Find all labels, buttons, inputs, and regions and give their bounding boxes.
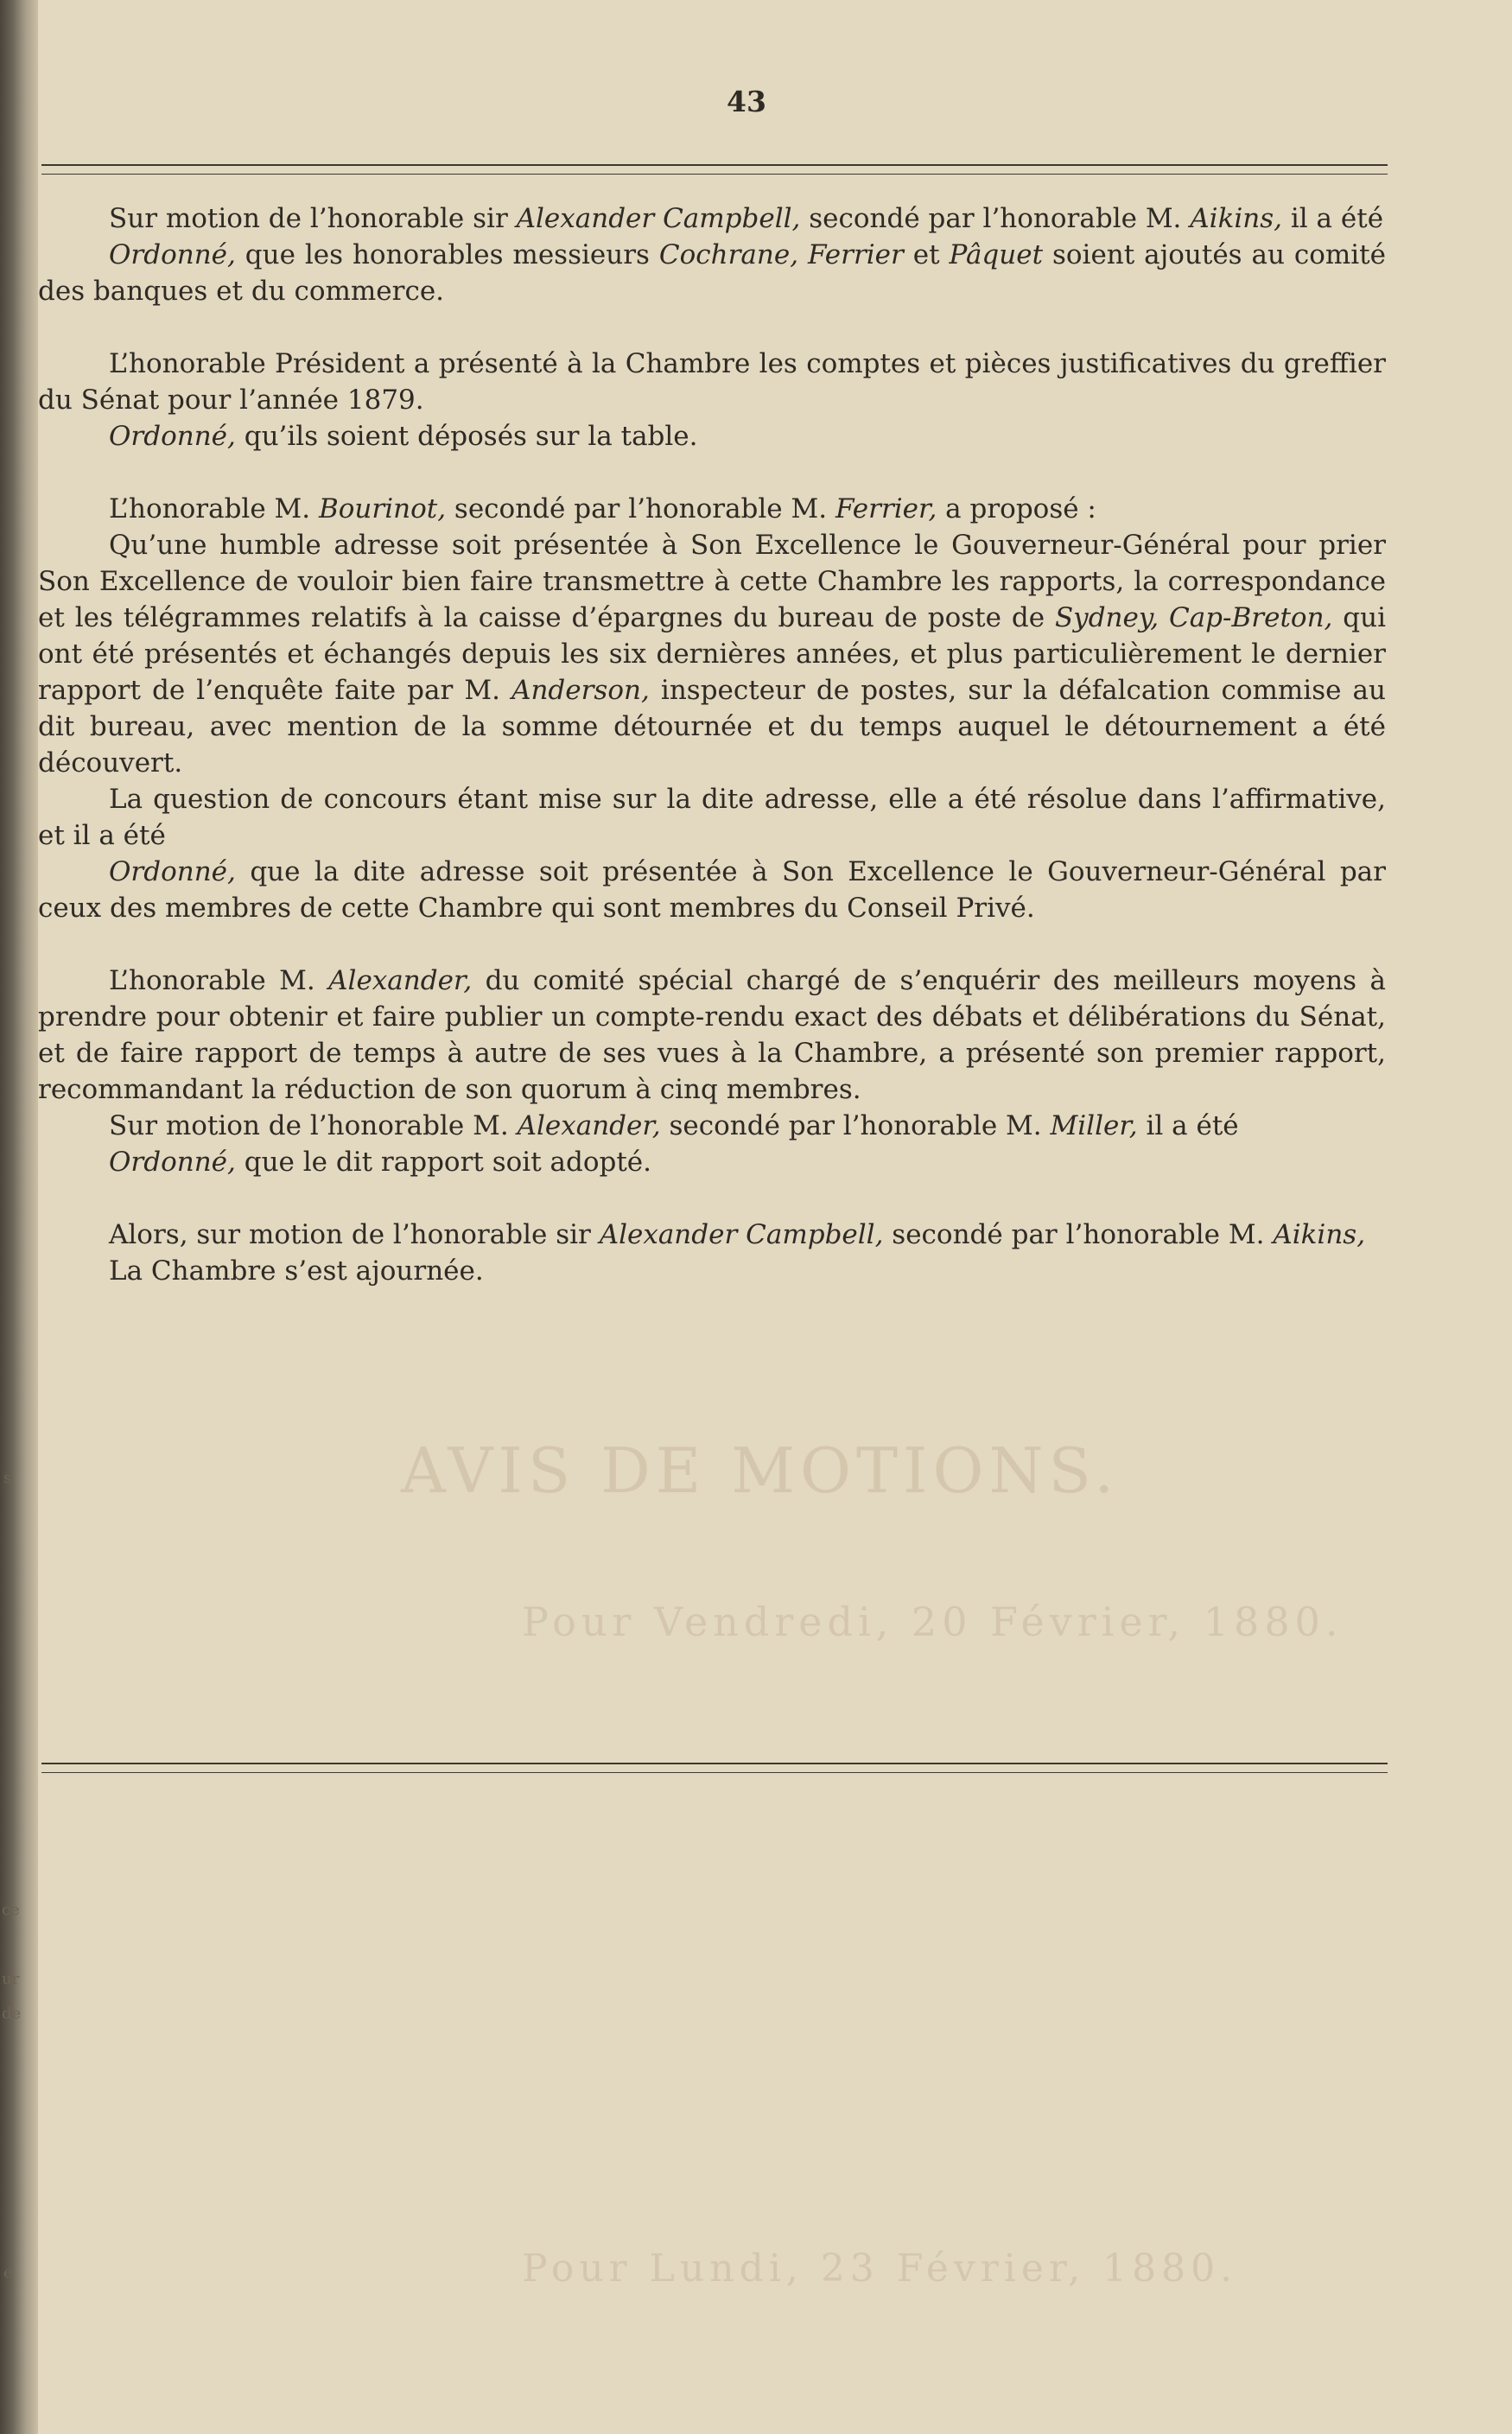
paragraph <box>38 1144 1386 1180</box>
text-run: secondé par l’honorable M. <box>660 1110 1051 1141</box>
text-run: La question de concours étant mise sur la dite adresse, elle a été résolue dans l’affirmative, et il a été <box>38 784 1386 851</box>
italic-name: Anderson, <box>511 675 650 706</box>
italic-name: Ordonné, <box>109 421 236 452</box>
page-number: 43 <box>727 85 766 118</box>
paragraph <box>38 200 1386 237</box>
margin-mark: s <box>3 1469 12 1487</box>
paragraph <box>38 237 1386 309</box>
paragraph <box>38 963 1386 1108</box>
italic-name: Ordonné, <box>109 856 236 887</box>
paragraph <box>38 781 1386 854</box>
italic-name: Alexander Campbell, <box>599 1219 884 1250</box>
text-run: inspecteur de postes, sur la défalcation commise au dit bureau, avec mention de la somme détournée et du temps auquel le détournement a été découvert. <box>38 675 1386 778</box>
italic-name: Bourinot, <box>318 493 447 524</box>
margin-mark: ur <box>2 1970 20 1988</box>
bleed-through-subtitle-2: Pour Lundi, 23 Février, 1880. <box>522 2247 1238 2291</box>
minutes-text <box>38 200 1386 1289</box>
paragraph <box>38 527 1386 781</box>
italic-name: Alexander, <box>328 965 473 996</box>
italic-name: Ordonné, <box>109 239 236 270</box>
italic-name: Alexander Campbell, <box>516 203 801 234</box>
text-run: qu’ils soient déposés sur la table. <box>235 421 698 452</box>
italic-name: Sydney, Cap-Breton, <box>1054 602 1333 633</box>
text-run: Sur motion de l’honorable M. <box>109 1110 518 1141</box>
text-run: secondé par l’honorable M. <box>883 1219 1274 1250</box>
paragraph <box>38 1217 1386 1253</box>
text-run: L’honorable Président a présenté à la Chambre les comptes et pièces justificatives du greffier du Sénat pour l’année 1879. <box>38 348 1386 416</box>
text-run: secondé par l’honorable M. <box>800 203 1191 234</box>
text-run: Sur motion de l’honorable sir <box>109 203 517 234</box>
paragraph <box>38 418 1386 454</box>
text-run: secondé par l’honorable M. <box>446 493 835 524</box>
text-run: a proposé : <box>937 493 1096 524</box>
text-run: il a été <box>1282 203 1384 234</box>
italic-name: Miller, <box>1050 1110 1138 1141</box>
text-run: que le dit rapport soit adopté. <box>235 1147 651 1178</box>
italic-name: Pâquet <box>949 239 1044 270</box>
document-page <box>38 0 1512 2434</box>
text-run: du comité spécial chargé de s’enquérir des meilleurs moyens à prendre pour obtenir et faire publier un compte-rendu exact des débats et délibérations du Sénat, et de faire rapport de temps à autre de ses vues à la Chambre, a présenté son premier rapport, recommandant la réduction de son quorum à cinq membres. <box>38 965 1386 1105</box>
paragraph <box>38 1108 1386 1144</box>
italic-name: Aikins, <box>1190 203 1283 234</box>
text-run: L’honorable M. <box>109 493 319 524</box>
paragraph <box>38 854 1386 926</box>
paragraph <box>38 346 1386 418</box>
bleed-through-title: AVIS DE MOTIONS. <box>401 1434 1120 1507</box>
text-run: Alors, sur motion de l’honorable sir <box>109 1219 600 1250</box>
italic-name: Ferrier, <box>835 493 937 524</box>
text-run: soient ajoutés au comité des banques et du commerce. <box>38 239 1386 307</box>
text-run: La Chambre s’est ajournée. <box>109 1255 484 1287</box>
italic-name: Aikins, <box>1273 1219 1366 1250</box>
margin-mark: de <box>2 2005 22 2023</box>
italic-name: Alexander, <box>517 1110 661 1141</box>
paragraph <box>38 491 1386 527</box>
text-run: L’honorable M. <box>109 965 329 996</box>
text-run: qui ont été présentés et échangés depuis les six dernières années, et plus particulièrement le dernier rapport de l’enquête faite par M. <box>38 602 1386 706</box>
text-run: que la dite adresse soit présentée à Son Excellence le Gouverneur-Général par ceux des membres de cette Chambre qui sont membres du Conseil Privé. <box>38 856 1386 924</box>
text-run: et <box>903 239 950 270</box>
italic-name: Cochrane, Ferrier <box>658 239 904 270</box>
header-rule <box>41 164 1388 175</box>
margin-mark: ce <box>2 1901 20 1919</box>
paragraph <box>38 1253 1386 1289</box>
margin-mark: e <box>3 2264 13 2282</box>
bleed-through-subtitle: Pour Vendredi, 20 Février, 1880. <box>522 1598 1344 1645</box>
italic-name: Ordonné, <box>109 1147 236 1178</box>
text-run: il a été <box>1137 1110 1239 1141</box>
footer-rule <box>41 1763 1388 1773</box>
book-spine-edge <box>0 0 38 2434</box>
text-run: que les honorables messieurs <box>235 239 659 270</box>
text-run: Qu’une humble adresse soit présentée à Son Excellence le Gouverneur-Général pour prier Son Excellence de vouloir bien faire transmettre à cette Chambre les rapports, la correspondance et les télégrammes relatifs à la caisse d’épargnes du bureau de poste de <box>38 530 1386 633</box>
